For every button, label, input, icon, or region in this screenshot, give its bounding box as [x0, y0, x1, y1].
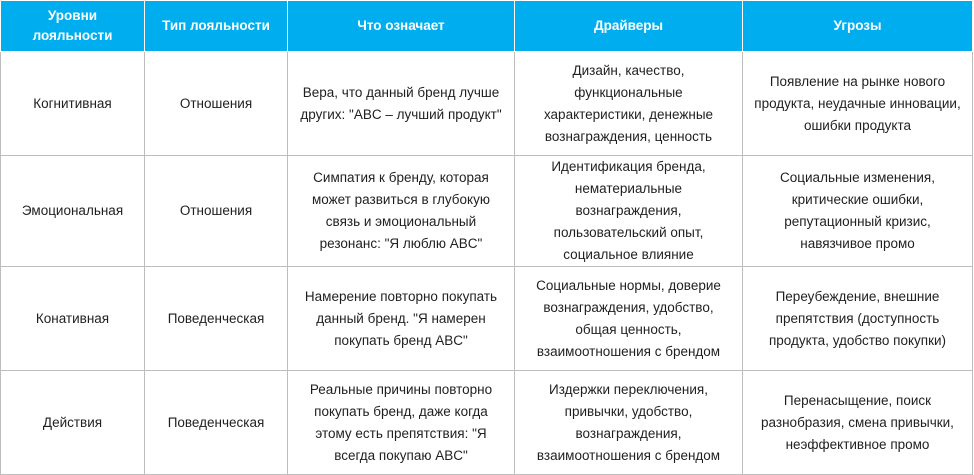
- cell-meaning: Реальные причины повторно покупать бренд, даже когда этому есть препятствия: "Я всегда покупаю ABC": [288, 371, 515, 475]
- cell-threats: Перенасыщение, поиск разнобразия, смена привычки, неэффективное промо: [743, 371, 973, 475]
- cell-threats: Переубеждение, внешние препятствия (доступность продукта, удобство покупки): [743, 267, 973, 371]
- cell-drivers: Социальные нормы, доверие вознаграждения, удобство, общая ценность, взаимоотношения с брендом: [515, 267, 743, 371]
- header-level: Уровни лояльности: [1, 1, 145, 52]
- header-threats: Угрозы: [743, 1, 973, 52]
- cell-threats: Социальные изменения, критические ошибки, репутационный кризис, навязчивое промо: [743, 156, 973, 267]
- table-row: [1, 52, 973, 156]
- cell-drivers: Издержки переключения, привычки, удобство, вознаграждения, взаимоотношения с брендом: [515, 371, 743, 475]
- cell-meaning: Вера, что данный бренд лучше других: "ABC – лучший продукт": [288, 52, 515, 156]
- cell-type: Отношения: [145, 156, 288, 267]
- cell-level: Эмоциональная: [1, 156, 145, 267]
- cell-meaning: Намерение повторно покупать данный бренд. "Я намерен покупать бренд ABC": [288, 267, 515, 371]
- header-row: [1, 1, 973, 52]
- table-row: [1, 156, 973, 267]
- table-row: [1, 371, 973, 475]
- cell-meaning: Симпатия к бренду, которая может развиться в глубокую связь и эмоциональный резонанс: "Я люблю ABC": [288, 156, 515, 267]
- header-meaning: Что означает: [288, 1, 515, 52]
- cell-drivers: Идентификация бренда, нематериальные вознаграждения, пользовательский опыт, социальное влияние: [515, 156, 743, 267]
- cell-level: Конативная: [1, 267, 145, 371]
- header-drivers: Драйверы: [515, 1, 743, 52]
- cell-threats: Появление на рынке нового продукта, неудачные инновации, ошибки продукта: [743, 52, 973, 156]
- cell-type: Поведенческая: [145, 267, 288, 371]
- cell-type: Поведенческая: [145, 371, 288, 475]
- table-row: [1, 267, 973, 371]
- header-type: Тип лояльности: [145, 1, 288, 52]
- cell-level: Когнитивная: [1, 52, 145, 156]
- cell-type: Отношения: [145, 52, 288, 156]
- cell-drivers: Дизайн, качество, функциональные характеристики, денежные вознаграждения, ценность: [515, 52, 743, 156]
- cell-level: Действия: [1, 371, 145, 475]
